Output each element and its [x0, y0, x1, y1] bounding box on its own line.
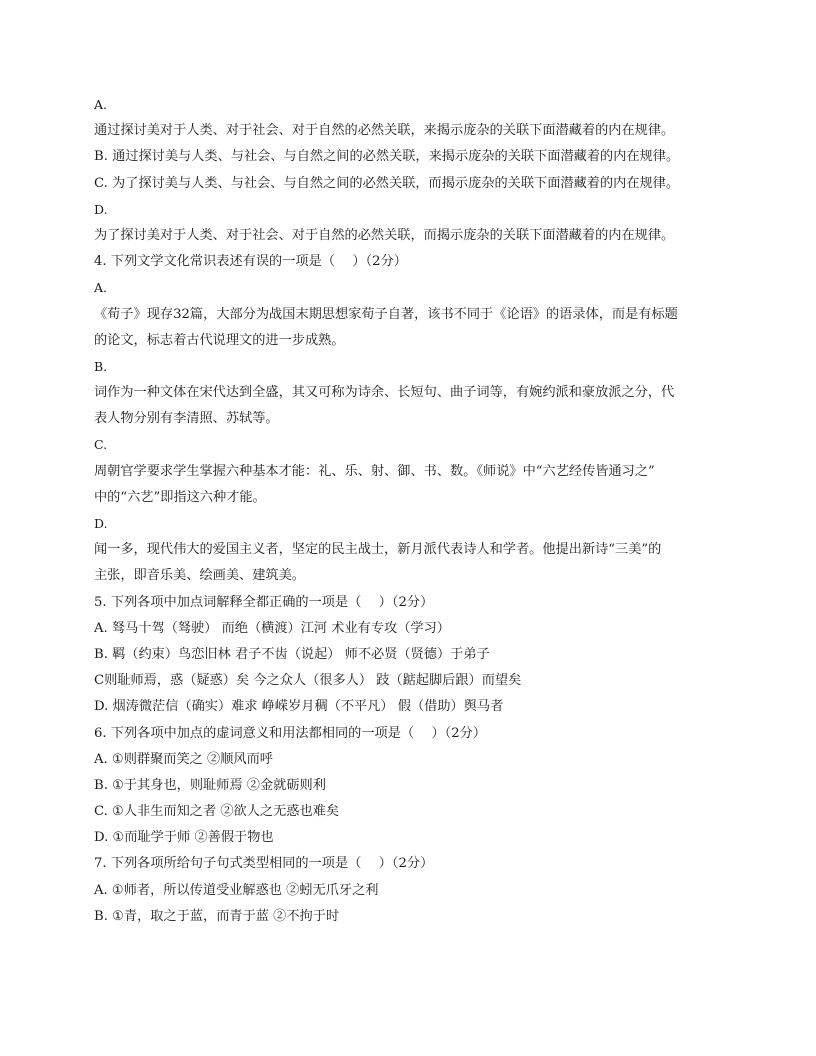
q6-option-b: B. ①于其身也，则耻师焉 ②金就砺则利: [94, 777, 326, 793]
q7-option-a: A. ①师者，所以传道受业解惑也 ②蚓无爪牙之利: [94, 882, 379, 898]
q4-option-a-label: A.: [94, 280, 108, 296]
q4-option-b-line1: 词作为一种文体在宋代达到全盛，其又可称为诗余、长短句、曲子词等，有婉约派和豪放派之分，代: [94, 385, 675, 401]
q5-option-d: D. 烟涛微茫信（确实）难求 峥嵘岁月稠（不平凡） 假（借助）舆马者: [94, 699, 504, 715]
q3-option-b: B. 通过探讨美与人类、与社会、与自然之间的必然关联，来揭示庞杂的关联下面潜藏着的内在规律。: [94, 149, 680, 165]
q4-option-c-line1: 周朝官学要求学生掌握六种基本才能：礼、乐、射、御、书、数。《师说》中“六艺经传皆通习之”: [94, 463, 655, 479]
q4-option-d-label: D.: [94, 516, 108, 531]
q5-option-b: B. 羁（约束）鸟恋旧林 君子不齿（说起） 师不必贤（贤德）于弟子: [94, 646, 490, 662]
q5-stem: 5. 下列各项中加点词解释全都正确的一项是（ ）（2分）: [94, 594, 434, 610]
q6-option-a: A. ①则群聚而笑之 ②顺风而呼: [94, 751, 273, 767]
q3-option-d-label: D.: [94, 201, 108, 217]
q3-option-a-label: A.: [94, 97, 108, 112]
q4-option-b-line2: 表人物分别有李清照、苏轼等。: [94, 411, 279, 427]
q4-option-c-label: C.: [94, 437, 108, 453]
q6-option-c: C. ①人非生而知之者 ②欲人之无惑也难矣: [94, 804, 340, 820]
q7-stem: 7. 下列各项所给句子句式类型相同的一项是（ ）（2分）: [94, 856, 434, 872]
q4-option-a-line1: 《荀子》现存32篇，大部分为战国末期思想家荀子自著，该书不同于《论语》的语录体，而是有标题: [94, 306, 678, 322]
q5-option-c: C则耻师焉，惑（疑惑）矣 今之众人（很多人） 跂（踮起脚后跟）而望矣: [94, 673, 522, 689]
exam-page: [94, 92, 724, 930]
q4-option-d-line2: 主张，即音乐美、绘画美、建筑美。: [94, 568, 305, 584]
q4-stem: 4. 下列文学文化常识表述有误的一项是（ ）（2分）: [94, 254, 407, 270]
q6-option-d: D. ①而耻学于师 ②善假于物也: [94, 830, 274, 846]
q3-option-a-text: 通过探讨美对于人类、对于社会、对于自然的必然关联，来揭示庞杂的关联下面潜藏着的内在规律。: [94, 123, 675, 139]
q6-stem: 6. 下列各项中加点的虚词意义和用法都相同的一项是（ ）（2分）: [94, 725, 487, 741]
q4-option-b-label: B.: [94, 358, 108, 374]
q4-option-c-line2: 中的“六艺”即指这六种才能。: [94, 489, 266, 505]
q4-option-a-line2: 的论文，标志着古代说理文的进一步成熟。: [94, 332, 345, 348]
q7-option-b: B. ①青，取之于蓝，而青于蓝 ②不拘于时: [94, 908, 340, 924]
q5-option-a: A. 驽马十驾（驽驶） 而绝（横渡）江河 术业有专攻（学习）: [94, 620, 450, 636]
q3-option-d-text: 为了探讨美对于人类、对于社会、对于自然的必然关联，而揭示庞杂的关联下面潜藏着的内在规律。: [94, 227, 675, 243]
q4-option-d-line1: 闻一多，现代伟大的爱国主义者，坚定的民主战士，新月派代表诗人和学者。他提出新诗“三美”的: [94, 542, 662, 558]
q3-option-c: C. 为了探讨美与人类、与社会、与自然之间的必然关联，而揭示庞杂的关联下面潜藏着的内在规律。: [94, 175, 680, 191]
